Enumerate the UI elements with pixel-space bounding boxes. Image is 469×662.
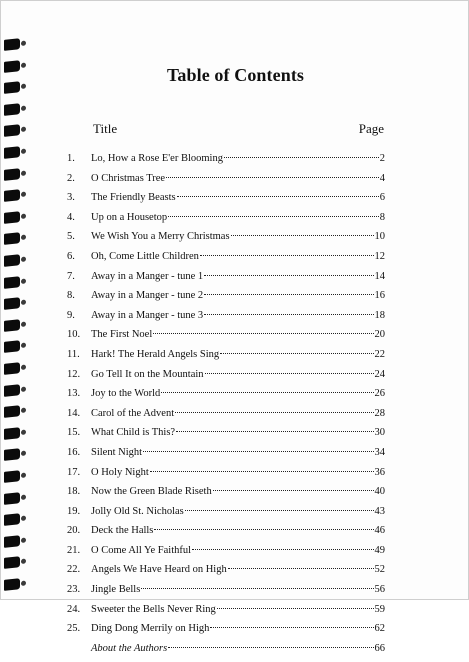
- binding-ring: [4, 513, 20, 526]
- toc-leader-dots: [150, 471, 374, 472]
- toc-entry-page: 2: [379, 153, 385, 164]
- toc-entry-page: 28: [374, 407, 385, 419]
- column-header-page: Page: [358, 121, 384, 136]
- toc-leader-dots: [217, 608, 374, 609]
- toc-entry: [67, 192, 385, 212]
- toc-entry: [67, 447, 385, 467]
- toc-leader-dots: [177, 196, 379, 197]
- binding-ring: [4, 233, 20, 246]
- toc-entry: [67, 643, 385, 662]
- toc-entry-number: 3.: [67, 192, 75, 204]
- toc-entry-page: 14: [374, 270, 385, 282]
- toc-entry-number: 13.: [67, 388, 81, 400]
- toc-entry: [67, 329, 385, 349]
- toc-entry: [67, 525, 385, 545]
- toc-entry: [67, 349, 385, 369]
- column-header-title: Title: [93, 121, 118, 136]
- toc-entry-page: 43: [374, 505, 385, 517]
- toc-entry: [67, 564, 385, 584]
- toc-entry-title: Jolly Old St. Nicholas: [91, 505, 184, 517]
- toc-entry-number: 17.: [67, 466, 81, 478]
- toc-entry-number: 23.: [67, 584, 81, 596]
- toc-entry-number: 22.: [67, 564, 81, 576]
- toc-entry: [67, 369, 385, 389]
- toc-leader-dots: [168, 647, 373, 648]
- toc-entry-number: 12.: [67, 368, 81, 380]
- toc-entry: [67, 173, 385, 193]
- toc-entry-page: 8: [379, 211, 385, 223]
- toc-entry-page: 49: [374, 544, 385, 556]
- toc-entry-title: We Wish You a Merry Christmas: [91, 231, 230, 243]
- toc-entry-number: 4.: [67, 211, 75, 223]
- toc-entry-page: 6: [379, 192, 385, 204]
- toc-entry-number: 16.: [67, 446, 81, 458]
- binding-ring: [4, 319, 20, 332]
- binding-ring: [4, 297, 20, 310]
- binding-ring: [4, 470, 20, 483]
- toc-entry-page: 24: [374, 368, 385, 380]
- binding-ring: [4, 384, 20, 397]
- toc-entry-title: Silent Night: [91, 446, 143, 458]
- binding-ring: [4, 535, 20, 548]
- toc-entry-title: Joy to the World: [91, 388, 161, 400]
- toc-entry: [67, 486, 385, 506]
- binding-ring: [4, 341, 20, 354]
- toc-entry-title: The Friendly Beasts: [91, 192, 176, 204]
- binding-ring: [4, 38, 20, 51]
- toc-entry-number: 8.: [67, 290, 75, 302]
- toc-entry-title: Away in a Manger - tune 1: [91, 270, 204, 282]
- toc-leader-dots: [204, 275, 373, 276]
- binding-ring: [4, 427, 20, 440]
- toc-entry: [67, 388, 385, 408]
- toc-leader-dots: [210, 627, 373, 628]
- toc-entry-title: About the Authors: [91, 642, 168, 654]
- toc-entry-page: 52: [374, 564, 385, 576]
- toc-entry: [67, 290, 385, 310]
- binding-ring: [4, 168, 20, 181]
- toc-leader-dots: [185, 510, 374, 511]
- spiral-binding: [1, 1, 27, 601]
- toc-entry-title: Deck the Halls: [91, 525, 154, 537]
- toc-entry: [67, 584, 385, 604]
- toc-entry-title: Carol of the Advent: [91, 407, 175, 419]
- toc-entry-number: 7.: [67, 270, 75, 282]
- binding-ring: [4, 557, 20, 570]
- toc-entry-title: Away in a Manger - tune 2: [91, 290, 204, 302]
- toc-entry-number: 24.: [67, 603, 81, 615]
- toc-entry-number: 18.: [67, 486, 81, 498]
- toc-leader-dots: [224, 157, 379, 158]
- toc-entry-number: 14.: [67, 407, 81, 419]
- toc-entry-page: 36: [374, 466, 385, 478]
- toc-leader-dots: [141, 588, 373, 589]
- toc-entry-page: 34: [374, 446, 385, 458]
- toc-leader-dots: [192, 549, 373, 550]
- toc-entry: [67, 271, 385, 291]
- toc-entry-number: 15.: [67, 427, 81, 439]
- toc-entry: [67, 604, 385, 624]
- toc-entry: [67, 506, 385, 526]
- toc-entry-page: 26: [374, 388, 385, 400]
- toc-entry-page: 59: [374, 603, 385, 615]
- toc-leader-dots: [154, 529, 373, 530]
- toc-entry-number: 11.: [67, 348, 80, 360]
- toc-entry-page: 46: [374, 525, 385, 537]
- toc-leader-dots: [161, 392, 373, 393]
- toc-entry-page: 12: [374, 250, 385, 262]
- toc-entry-title: Up on a Housetop: [91, 211, 168, 223]
- toc-entry-page: 22: [374, 348, 385, 360]
- binding-ring: [4, 578, 20, 591]
- toc-entry-title: The First Noel: [91, 329, 153, 341]
- toc-leader-dots: [204, 294, 373, 295]
- binding-ring: [4, 276, 20, 289]
- toc-entry-number: 6.: [67, 250, 75, 262]
- toc-leader-dots: [166, 177, 379, 178]
- binding-ring: [4, 146, 20, 159]
- toc-entry-title: O Come All Ye Faithful: [91, 544, 192, 556]
- toc-entry-page: 56: [374, 584, 385, 596]
- toc-list: [67, 153, 385, 662]
- toc-entry: [67, 467, 385, 487]
- toc-entry-page: 16: [374, 290, 385, 302]
- toc-entry-page: 20: [374, 329, 385, 341]
- toc-leader-dots: [200, 255, 374, 256]
- toc-entry-page: 40: [374, 486, 385, 498]
- toc-entry: [67, 153, 385, 173]
- toc-entry: [67, 408, 385, 428]
- toc-entry-title: Ding Dong Merrily on High: [91, 623, 210, 635]
- toc-entry-page: 10: [374, 231, 385, 243]
- binding-ring: [4, 254, 20, 267]
- binding-ring: [4, 103, 20, 116]
- toc-entry-number: 21.: [67, 544, 81, 556]
- toc-leader-dots: [205, 373, 374, 374]
- toc-entry: [67, 310, 385, 330]
- toc-entry-number: 10.: [67, 329, 81, 341]
- toc-leader-dots: [220, 353, 373, 354]
- toc-leader-dots: [213, 490, 374, 491]
- toc-leader-dots: [228, 568, 374, 569]
- toc-entry: [67, 545, 385, 565]
- toc-entry-page: 62: [374, 623, 385, 635]
- toc-entry-title: O Christmas Tree: [91, 172, 166, 184]
- toc-entry-number: 20.: [67, 525, 81, 537]
- toc-leader-dots: [143, 451, 373, 452]
- toc-entry-title: Jingle Bells: [91, 584, 141, 596]
- toc-entry-title: Hark! The Herald Angels Sing: [91, 348, 220, 360]
- toc-entry-page: 18: [374, 309, 385, 321]
- toc-entry: [67, 623, 385, 643]
- toc-entry: [67, 427, 385, 447]
- toc-entry-number: 19.: [67, 505, 81, 517]
- toc-entry-title: Sweeter the Bells Never Ring: [91, 603, 216, 615]
- toc-entry-number: 2.: [67, 172, 75, 184]
- toc-entry-number: 1.: [67, 153, 75, 164]
- toc-entry-page: 4: [379, 172, 385, 184]
- toc-entry-number: 9.: [67, 309, 75, 321]
- toc-entry-title: Away in a Manger - tune 3: [91, 309, 204, 321]
- binding-ring: [4, 189, 20, 202]
- toc-entry-title: Now the Green Blade Riseth: [91, 486, 212, 498]
- toc-entry-title: Angels We Have Heard on High: [91, 564, 227, 576]
- toc-entry-title: Go Tell It on the Mountain: [91, 368, 204, 380]
- toc-entry-number: 5.: [67, 231, 75, 243]
- page-title: Table of Contents: [166, 65, 305, 85]
- binding-ring: [4, 211, 20, 224]
- toc-leader-dots: [176, 431, 373, 432]
- toc-entry-title: O Holy Night: [91, 466, 149, 478]
- toc-entry-title: Lo, How a Rose E'er Blooming: [91, 153, 223, 164]
- toc-entry-page: 66: [374, 642, 385, 654]
- binding-ring: [4, 125, 20, 138]
- binding-ring: [4, 449, 20, 462]
- binding-ring: [4, 492, 20, 505]
- toc-entry-title: What Child is This?: [91, 427, 176, 439]
- toc-leader-dots: [204, 314, 373, 315]
- binding-ring: [4, 362, 20, 375]
- toc-entry: [67, 231, 385, 251]
- toc-entry-number: 25.: [67, 623, 81, 635]
- toc-leader-dots: [175, 412, 373, 413]
- toc-entry: [67, 212, 385, 232]
- binding-ring: [4, 405, 20, 418]
- toc-leader-dots: [153, 333, 373, 334]
- toc-leader-dots: [168, 216, 379, 217]
- toc-entry-title: Oh, Come Little Children: [91, 250, 199, 262]
- toc-leader-dots: [231, 235, 374, 236]
- toc-entry: [67, 251, 385, 271]
- toc-entry-page: 30: [374, 427, 385, 439]
